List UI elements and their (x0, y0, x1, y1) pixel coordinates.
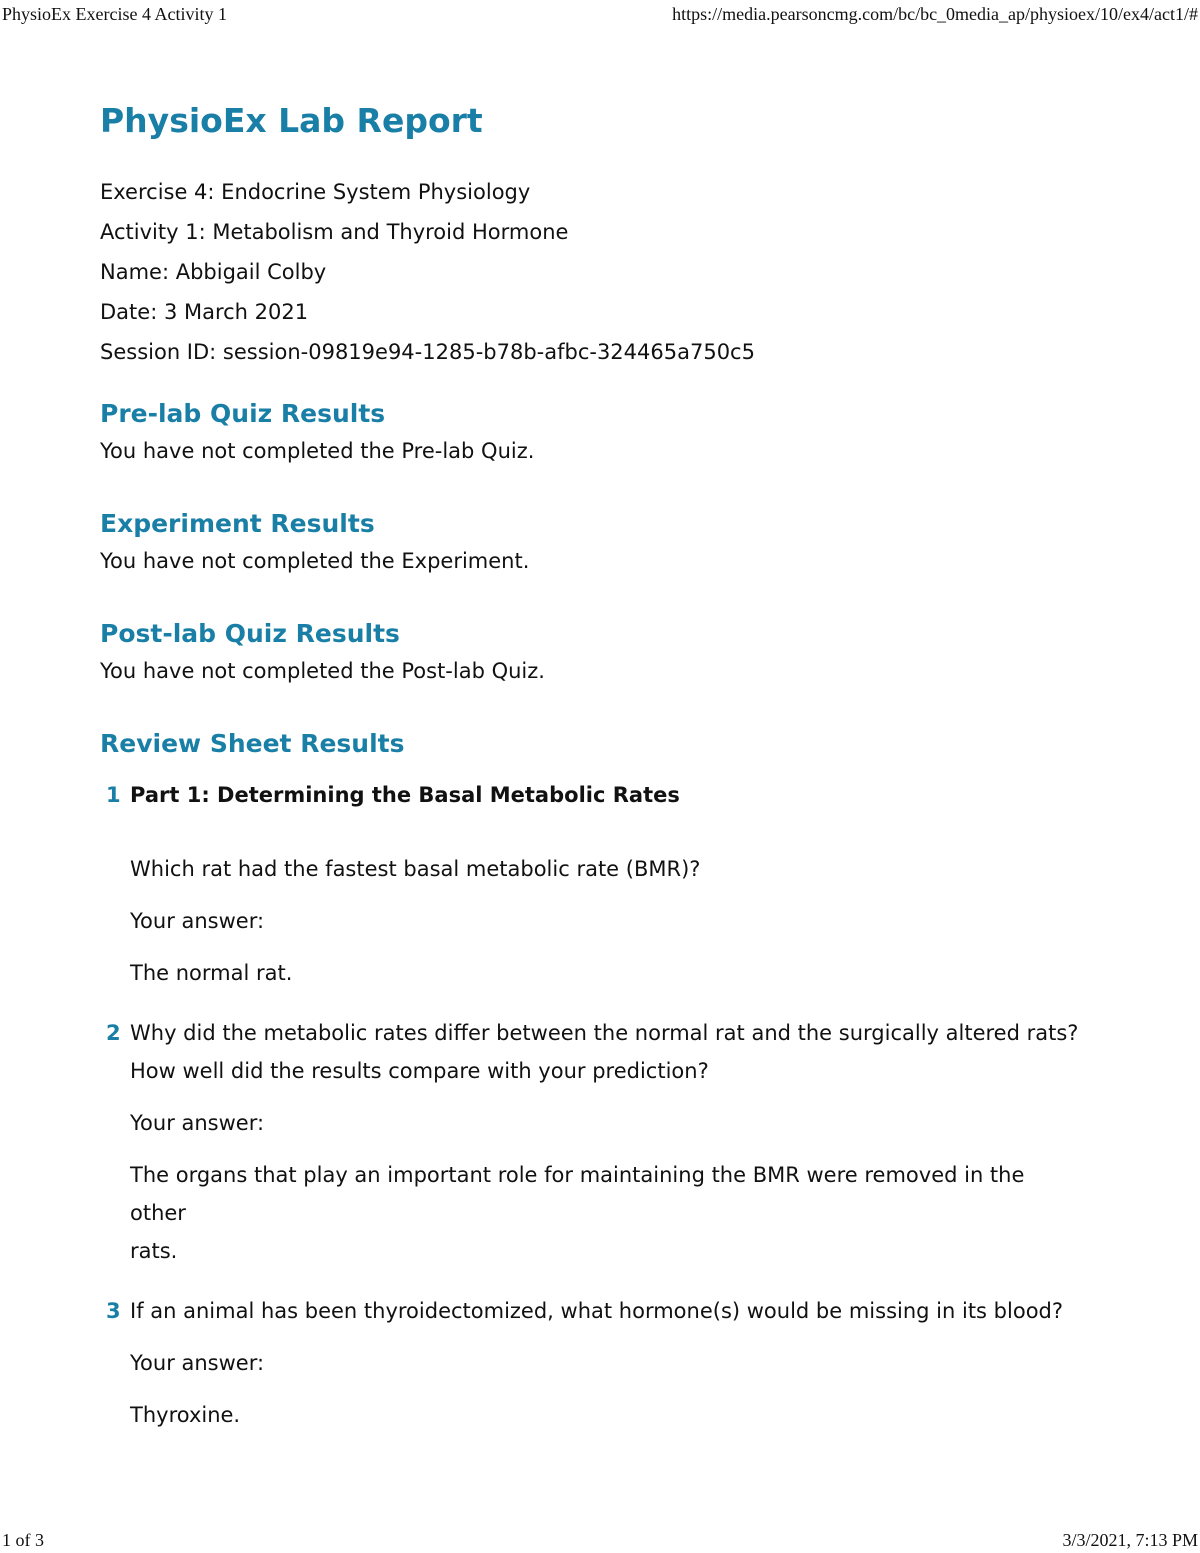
answer-line-1: The organs that play an important role for maintaining the BMR were removed in the (130, 1163, 1025, 1187)
page-number: 1 of 3 (2, 1530, 44, 1550)
print-header-url: https://media.pearsoncmg.com/bc/bc_0media_ap/physioex/10/ex4/act1/# (672, 4, 1198, 24)
question-text-line-1: Why did the metabolic rates differ between the normal rat and the surgically altered rats? (130, 1021, 1079, 1045)
report-content (100, 92, 1140, 1434)
postlab-heading: Post-lab Quiz Results (100, 619, 400, 648)
answer-line-2: other (130, 1201, 186, 1225)
question-1 (100, 778, 1140, 992)
review-section (100, 724, 1140, 1434)
question-number: 2 (106, 1021, 121, 1045)
question-number: 1 (106, 783, 121, 807)
print-header (0, 2, 1200, 26)
question-number: 3 (106, 1299, 121, 1323)
exercise-line: Exercise 4: Endocrine System Physiology (100, 180, 531, 204)
answer-text: The normal rat. (130, 961, 293, 985)
report-title: PhysioEx Lab Report (100, 101, 483, 140)
experiment-status: You have not completed the Experiment. (100, 549, 530, 573)
activity-line: Activity 1: Metabolism and Thyroid Hormone (100, 220, 569, 244)
print-datetime: 3/3/2021, 7:13 PM (1062, 1530, 1198, 1550)
date-line: Date: 3 March 2021 (100, 300, 309, 324)
session-id-line: Session ID: session-09819e94-1285-b78b-afbc-324465a750c5 (100, 340, 755, 364)
review-heading: Review Sheet Results (100, 729, 405, 758)
question-text: If an animal has been thyroidectomized, what hormone(s) would be missing in its blood? (130, 1299, 1064, 1323)
report-meta (100, 172, 1140, 372)
answer-text: Thyroxine. (130, 1403, 241, 1427)
prelab-status: You have not completed the Pre-lab Quiz. (100, 439, 535, 463)
answer-label: Your answer: (130, 1111, 265, 1135)
name-line: Name: Abbigail Colby (100, 260, 327, 284)
experiment-heading: Experiment Results (100, 509, 375, 538)
answer-label: Your answer: (130, 909, 265, 933)
prelab-heading: Pre-lab Quiz Results (100, 399, 386, 428)
answer-line-3: rats. (130, 1239, 178, 1263)
postlab-status: You have not completed the Post-lab Quiz. (100, 659, 545, 683)
question-2 (100, 1014, 1140, 1270)
question-3 (100, 1292, 1140, 1434)
answer-text (130, 1156, 1140, 1270)
question-text-line-2: How well did the results compare with your prediction? (130, 1059, 709, 1083)
question-part-title: Part 1: Determining the Basal Metabolic Rates (130, 783, 680, 807)
print-header-title: PhysioEx Exercise 4 Activity 1 (2, 4, 227, 24)
postlab-section (100, 614, 1140, 688)
answer-label: Your answer: (130, 1351, 265, 1375)
print-footer (0, 1528, 1200, 1552)
prelab-section (100, 394, 1140, 468)
experiment-section (100, 504, 1140, 578)
question-text: Which rat had the fastest basal metabolic rate (BMR)? (130, 857, 701, 881)
